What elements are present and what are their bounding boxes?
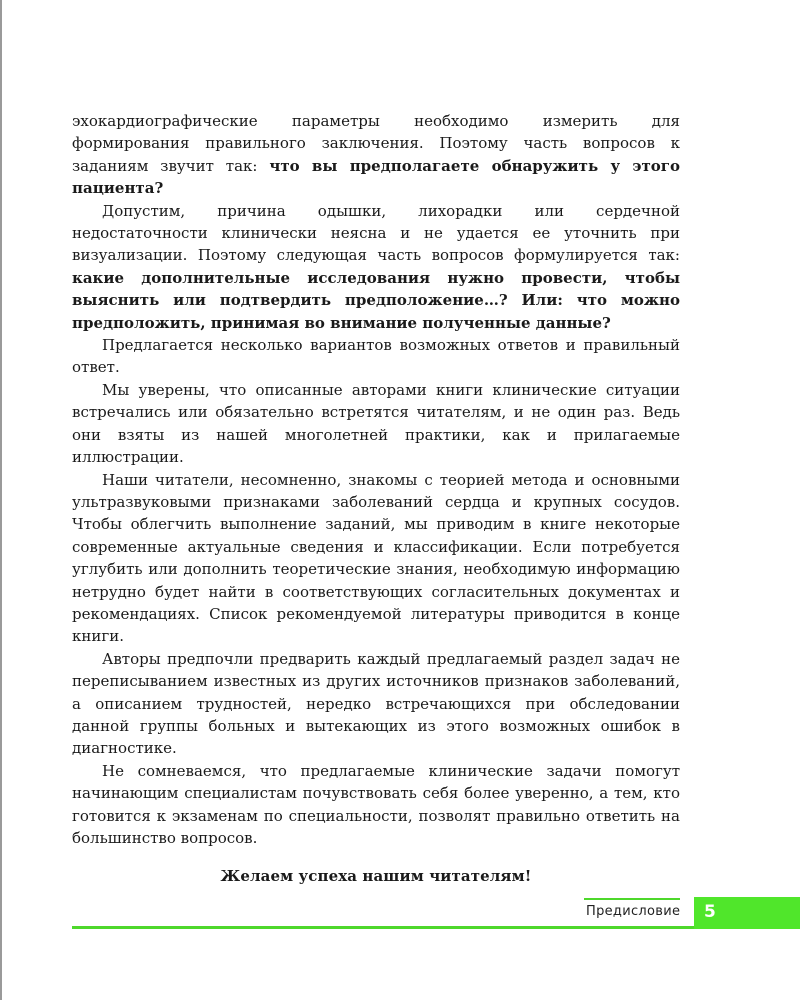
closing-line: Желаем успеха нашим читателям! — [220, 867, 532, 886]
paragraph-5: Наши читатели, несомненно, знакомы с теорией метода и основными ультразвуковыми признаками заболеваний сердца и крупных сосудов. Чтобы облегчить выполнение заданий, мы приводим в книге некоторые современные актуальные сведения и классификации. Если потребуется углубить или дополнить теоретические знания, необходимую информацию нетрудно будет найти в соответствующих согласительных документах и рекомендациях. Список рекомендуемой литературы приводится в конце книги. — [72, 470, 680, 646]
paragraph-2 — [72, 200, 680, 334]
paragraph-1 — [72, 110, 680, 200]
footer-section-rule — [584, 898, 680, 900]
footer-rule — [72, 926, 800, 929]
page-number: 5 — [704, 902, 716, 922]
paragraph-7: Не сомневаемся, что предлагаемые клинические задачи помогут начинающим специалистам почувствовать себя более уверенно, а тем, кто готовится к экзаменам по специальности, позволят правильно ответить на большинство вопросов. — [72, 761, 680, 847]
paragraph-1-bold: что вы предполагаете обнаружить у этого пациента? — [72, 156, 680, 198]
page-left-border — [0, 0, 2, 1000]
paragraph-6: Авторы предпочли предварить каждый предлагаемый раздел задач не переписыванием известных из других источников признаков заболеваний, а описанием трудностей, нередко встречающихся при обследовании данной группы больных и вытекающих из этого возможных ошибок в диагностике. — [72, 649, 680, 758]
paragraph-3: Предлагается несколько вариантов возможных ответов и правильный ответ. — [72, 336, 680, 377]
paragraph-2-bold: какие дополнительные исследования нужно провести, чтобы выяснить или подтвердить предположение…? Или: что можно предположить, принимая во внимание полученные данные? — [72, 268, 680, 332]
paragraph-1-text: эхокардиографические параметры необходимо измерить для формирования правильного заключения. Поэтому часть вопросов к заданиям звучит так: — [72, 112, 680, 175]
footer-section-label: Предисловие — [586, 904, 681, 919]
paragraph-4: Мы уверены, что описанные авторами книги клинические ситуации встречались или обязательно встретятся читателям, и не один раз. Ведь они взяты из нашей многолетней практики, как и прилагаемые иллюстрации. — [72, 380, 680, 467]
page-number-badge — [694, 897, 800, 929]
page-body — [72, 110, 680, 888]
paragraph-2-text: Допустим, причина одышки, лихорадки или сердечной недостаточности клинически неясна и не удается ее уточнить при визуализации. Поэтому следующая часть вопросов формулируется так: — [72, 201, 680, 265]
